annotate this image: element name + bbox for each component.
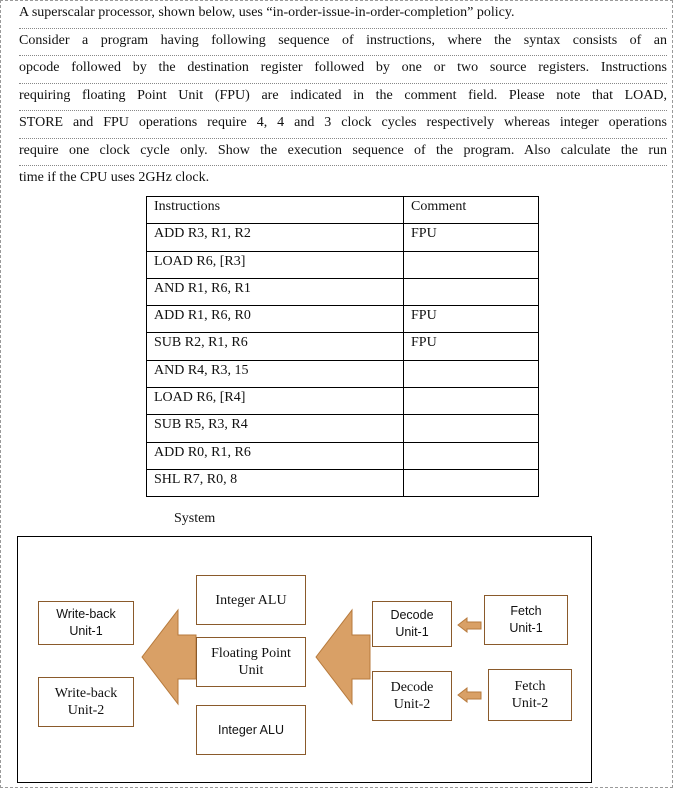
table-header-row bbox=[147, 197, 539, 224]
statement-line-1: A superscalar processor, shown below, uses “in-order-issue-in-order-completion” policy. bbox=[19, 5, 515, 20]
statement-line-2: Consider a program having following sequence of instructions, where the syntax consists of an bbox=[19, 33, 667, 48]
instruction-cell: ADD R3, R1, R2 bbox=[147, 224, 404, 251]
comment-cell bbox=[404, 360, 539, 387]
large-left-arrow-icon bbox=[142, 610, 196, 704]
comment-cell bbox=[404, 278, 539, 305]
comment-cell: FPU bbox=[404, 306, 539, 333]
instruction-cell: SUB R2, R1, R6 bbox=[147, 333, 404, 360]
table-row bbox=[147, 415, 539, 442]
decode-unit-1: Decode Unit-1 bbox=[372, 601, 452, 647]
instruction-cell: AND R1, R6, R1 bbox=[147, 278, 404, 305]
comment-cell bbox=[404, 415, 539, 442]
statement-line-4: requiring floating Point Unit (FPU) are indicated in the comment field. Please note that LOAD, bbox=[19, 88, 667, 103]
comment-cell: FPU bbox=[404, 224, 539, 251]
header-comment: Comment bbox=[404, 197, 539, 224]
table-row bbox=[147, 360, 539, 387]
ruled-line bbox=[19, 138, 667, 139]
fetch-unit-1: Fetch Unit-1 bbox=[484, 595, 568, 645]
small-left-arrow-icon bbox=[458, 688, 481, 702]
instruction-cell: LOAD R6, [R4] bbox=[147, 388, 404, 415]
system-label: System bbox=[174, 511, 216, 526]
table-row bbox=[147, 306, 539, 333]
comment-cell bbox=[404, 469, 539, 496]
instruction-cell: SHL R7, R0, 8 bbox=[147, 469, 404, 496]
statement-line-5: STORE and FPU operations require 4, 4 and 3 clock cycles respectively whereas integer operations bbox=[19, 115, 667, 130]
table-row bbox=[147, 388, 539, 415]
decode-unit-2: Decode Unit-2 bbox=[372, 671, 452, 721]
small-left-arrow-icon bbox=[458, 618, 481, 632]
table-row bbox=[147, 442, 539, 469]
instruction-cell: SUB R5, R3, R4 bbox=[147, 415, 404, 442]
instruction-cell: ADD R0, R1, R6 bbox=[147, 442, 404, 469]
table-row bbox=[147, 333, 539, 360]
comment-cell bbox=[404, 388, 539, 415]
ruled-line bbox=[19, 28, 667, 29]
ruled-line bbox=[19, 83, 667, 84]
instruction-cell: AND R4, R3, 15 bbox=[147, 360, 404, 387]
statement-line-7: time if the CPU uses 2GHz clock. bbox=[19, 170, 210, 185]
large-left-arrow-icon bbox=[316, 610, 370, 704]
instruction-cell: ADD R1, R6, R0 bbox=[147, 306, 404, 333]
table-row bbox=[147, 469, 539, 496]
integer-alu-1: Integer ALU bbox=[196, 575, 306, 625]
ruled-line bbox=[19, 165, 667, 166]
statement-line-3: opcode followed by the destination register followed by one or two source registers. Instructions bbox=[19, 60, 667, 75]
ruled-line bbox=[19, 110, 667, 111]
ruled-line bbox=[19, 55, 667, 56]
floating-point-unit: Floating Point Unit bbox=[196, 637, 306, 687]
instruction-cell: LOAD R6, [R3] bbox=[147, 251, 404, 278]
fetch-unit-2: Fetch Unit-2 bbox=[488, 669, 572, 721]
writeback-unit-2: Write-back Unit-2 bbox=[38, 677, 134, 727]
system-diagram bbox=[17, 536, 592, 783]
instruction-table bbox=[146, 196, 539, 497]
integer-alu-2: Integer ALU bbox=[196, 705, 306, 755]
table-row bbox=[147, 278, 539, 305]
comment-cell bbox=[404, 251, 539, 278]
header-instructions: Instructions bbox=[147, 197, 404, 224]
comment-cell bbox=[404, 442, 539, 469]
writeback-unit-1: Write-back Unit-1 bbox=[38, 601, 134, 645]
table-row bbox=[147, 251, 539, 278]
table-row bbox=[147, 224, 539, 251]
statement-line-6: require one clock cycle only. Show the execution sequence of the program. Also calculate the run bbox=[19, 143, 667, 158]
comment-cell: FPU bbox=[404, 333, 539, 360]
problem-statement bbox=[19, 5, 667, 195]
